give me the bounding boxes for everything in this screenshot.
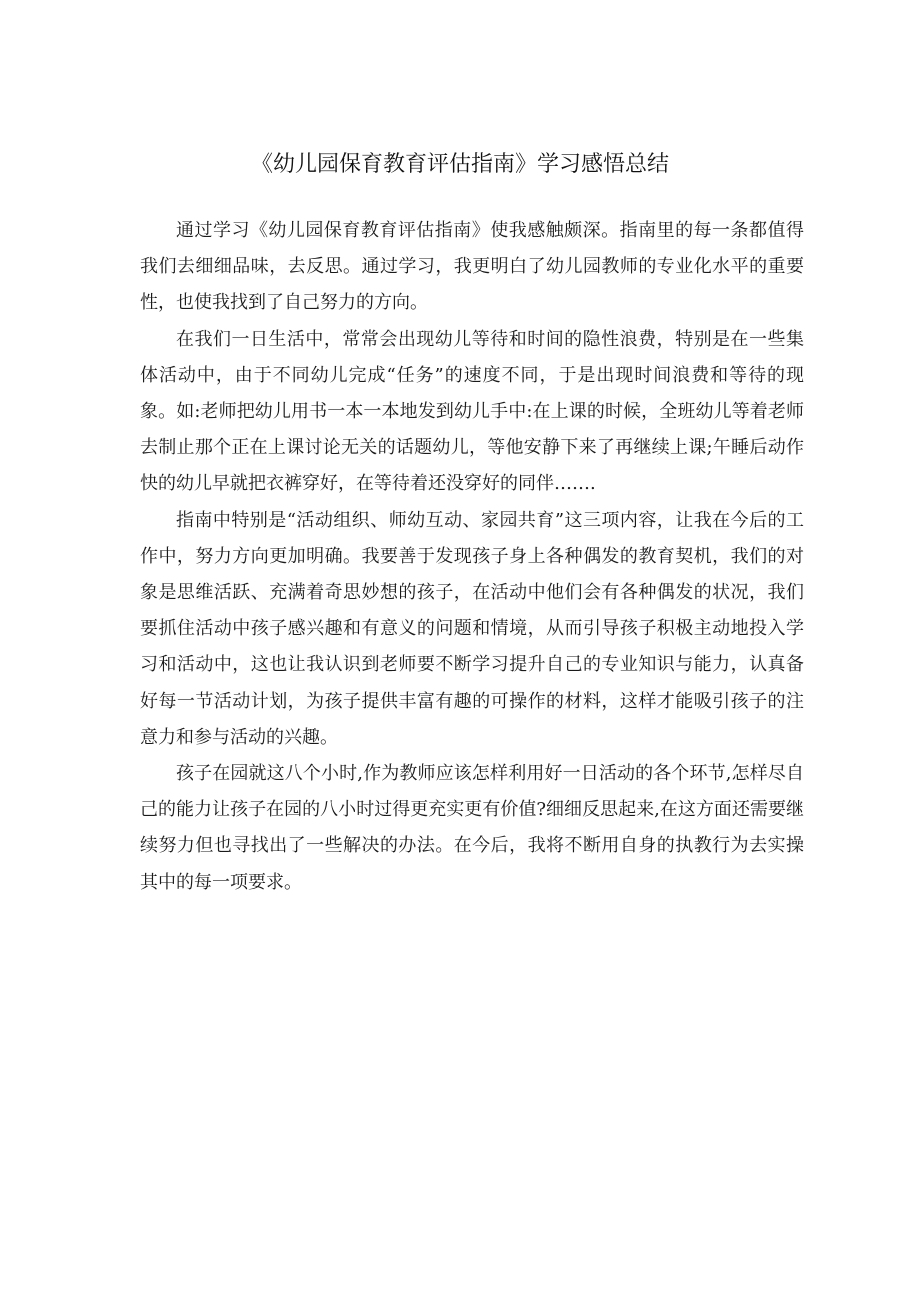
document-body bbox=[140, 213, 804, 901]
document-title: 《幼儿园保育教育评估指南》学习感悟总结 bbox=[250, 152, 669, 177]
paragraph-4: 孩子在园就这八个小时,作为教师应该怎样利用好一日活动的各个环节,怎样尽自己的能力让孩子在园的八小时过得更充实更有价值?细细反思起来,在这方面还需要继续努力但也寻找出了一些解决的办法。在今后，我将不断用自身的执教行为去实操其中的每一项要求。 bbox=[140, 763, 804, 893]
paragraph-2: 在我们一日生活中，常常会出现幼儿等待和时间的隐性浪费，特别是在一些集体活动中，由于不同幼儿完成“任务”的速度不同，于是出现时间浪费和等待的现象。如:老师把幼儿用书一本一本地发到幼儿手中:在上课的时候，全班幼儿等着老师去制止那个正在上课讨论无关的话题幼儿，等他安静下来了再继续上课;午睡后动作快的幼儿早就把衣裤穿好，在等待着还没穿好的同伴……. bbox=[140, 328, 804, 495]
paragraph-3: 指南中特别是“活动组织、师幼互动、家园共育”这三项内容，让我在今后的工作中，努力方向更加明确。我要善于发现孩子身上各种偶发的教育契机，我们的对象是思维活跃、充满着奇思妙想的孩子，在活动中他们会有各种偶发的状况，我们要抓住活动中孩子感兴趣和有意义的问题和情境，从而引导孩子积极主动地投入学习和活动中，这也让我认识到老师要不断学习提升自己的专业知识与能力，认真备好每一节活动计划，为孩子提供丰富有趣的可操作的材料，这样才能吸引孩子的注意力和参与活动的兴趣。 bbox=[140, 509, 804, 748]
paragraph-1: 通过学习《幼儿园保育教育评估指南》使我感触颇深。指南里的每一条都值得我们去细细品味，去反思。通过学习，我更明白了幼儿园教师的专业化水平的重要性，也使我找到了自己努力的方向。 bbox=[140, 220, 804, 314]
